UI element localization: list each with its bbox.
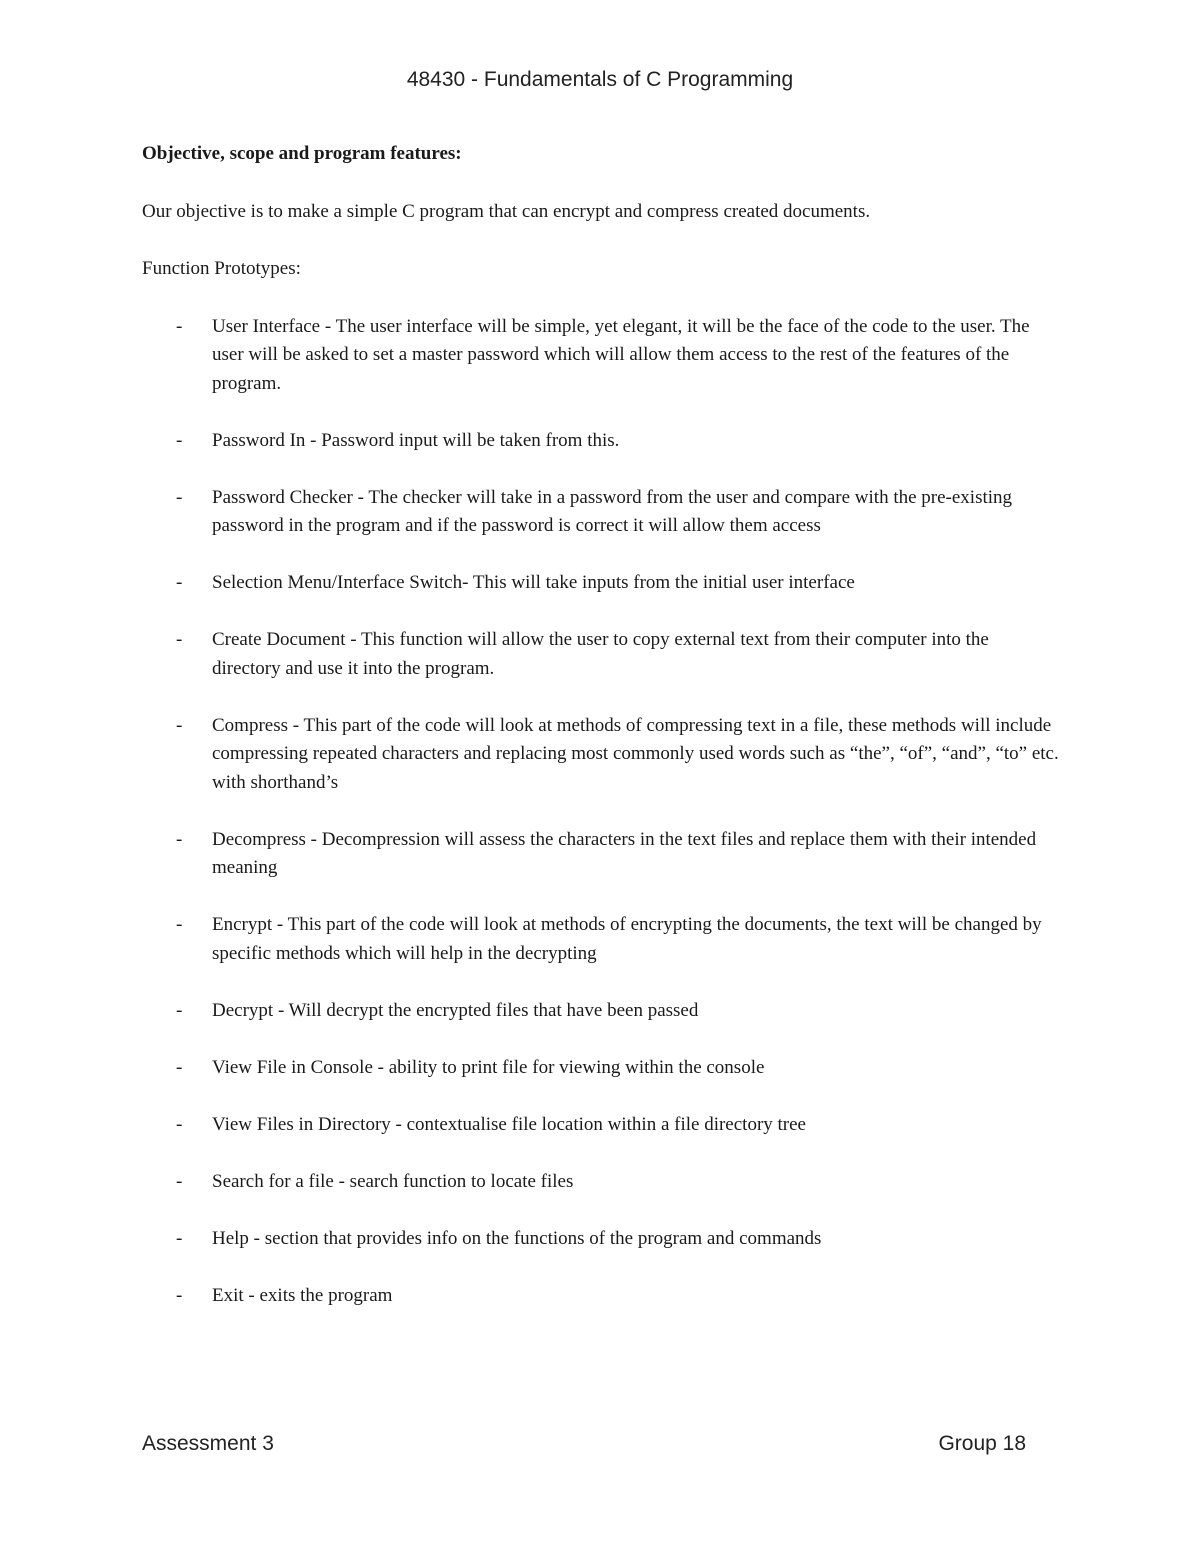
page-header-title: 48430 - Fundamentals of C Programming (406, 68, 794, 91)
bullet-dash: - (176, 1227, 183, 1249)
feature-list-item (142, 484, 1062, 541)
bullet-dash: - (176, 1284, 183, 1306)
feature-list-item (142, 427, 1062, 456)
bullet-dash: - (176, 429, 183, 451)
feature-list-item (142, 569, 1062, 598)
feature-description: Create Document - This function will allow the user to copy external text from their computer into the directory and use it into the program. (212, 629, 989, 679)
bullet-dash: - (176, 486, 183, 508)
feature-description: Encrypt - This part of the code will look at methods of encrypting the documents, the text will be changed by specific methods which will help in the decrypting (212, 914, 1042, 964)
feature-list-item (142, 313, 1062, 399)
feature-description: Compress - This part of the code will look at methods of compressing text in a file, these methods will include compressing repeated characters and replacing most commonly used words such as “the”, “of”, “and”, “to” etc. with shorthand’s (212, 714, 1059, 793)
feature-list-item (142, 1054, 1062, 1083)
feature-description: User Interface - The user interface will be simple, yet elegant, it will be the face of the code to the user. The user will be asked to set a master password which will allow them access to the rest of the features of the program. (212, 315, 1030, 394)
feature-description: Search for a file - search function to locate files (212, 1170, 574, 1192)
feature-list-item (142, 1168, 1062, 1197)
bullet-dash: - (176, 1113, 183, 1135)
feature-description: Decrypt - Will decrypt the encrypted files that have been passed (212, 999, 699, 1021)
bullet-dash: - (176, 572, 183, 593)
bullet-dash: - (176, 828, 183, 850)
bullet-dash: - (176, 1056, 183, 1078)
footer-group: Group 18 (938, 1432, 1026, 1455)
feature-description: Password In - Password input will be taken from this. (212, 429, 620, 451)
section-heading: Objective, scope and program features: (142, 143, 462, 164)
bullet-dash: - (176, 315, 183, 337)
feature-description: View File in Console - ability to print file for viewing within the console (212, 1056, 765, 1078)
feature-list-item (142, 1225, 1062, 1254)
bullet-dash: - (176, 714, 183, 736)
feature-list-item (142, 626, 1062, 683)
feature-list (142, 313, 1062, 1311)
feature-description: View Files in Directory - contextualise file location within a file directory tree (212, 1113, 806, 1135)
bullet-dash: - (176, 999, 183, 1021)
feature-list-item (142, 1111, 1062, 1140)
feature-description: Password Checker - The checker will take in a password from the user and compare with the pre-existing password in the program and if the password is correct it will allow them access (212, 486, 1013, 536)
feature-description: Decompress - Decompression will assess the characters in the text files and replace them with their intended meaning (212, 828, 1037, 878)
footer-assessment: Assessment 3 (142, 1432, 274, 1455)
function-prototypes-label: Function Prototypes: (142, 258, 301, 279)
feature-list-item (142, 997, 1062, 1026)
feature-description: Exit - exits the program (212, 1284, 393, 1306)
feature-list-item (142, 1282, 1062, 1311)
feature-description: Help - section that provides info on the functions of the program and commands (212, 1227, 822, 1249)
feature-list-item (142, 826, 1062, 883)
bullet-dash: - (176, 914, 183, 935)
bullet-dash: - (176, 629, 183, 650)
feature-list-item (142, 911, 1062, 968)
objective-paragraph: Our objective is to make a simple C program that can encrypt and compress created documents. (142, 200, 871, 222)
bullet-dash: - (176, 1170, 183, 1192)
feature-list-item (142, 712, 1062, 798)
document-body (142, 140, 1062, 1339)
feature-description: Selection Menu/Interface Switch- This will take inputs from the initial user interface (212, 572, 855, 593)
page-footer (142, 1432, 1026, 1456)
